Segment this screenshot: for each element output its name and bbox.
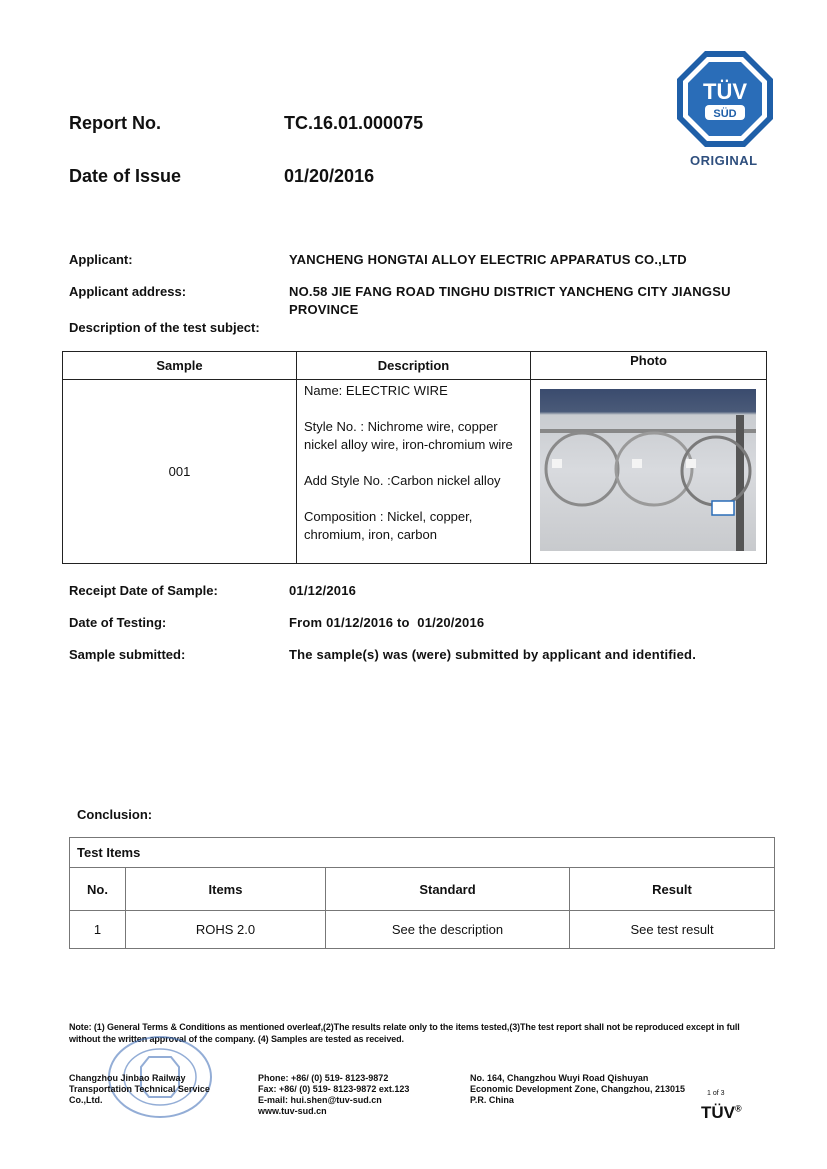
- col-standard-header: Standard: [326, 868, 570, 911]
- description-cell: [297, 380, 531, 564]
- footer-note: Note: (1) General Terms & Conditions as mentioned overleaf,(2)The results relate only to the items tested,(3)The test report shall not be reproduced except in full without the written approval of the company. (4) Samples are tested as received.: [69, 1022, 740, 1044]
- sample-submitted-label: Sample submitted:: [69, 647, 186, 662]
- receipt-date-label: Receipt Date of Sample:: [69, 583, 218, 598]
- footer-website[interactable]: www.tuv-sud.cn: [258, 1106, 327, 1116]
- conclusion-table: [69, 837, 775, 949]
- test-items-header: Test Items: [70, 838, 775, 868]
- testing-date-value: From 01/12/2016 to 01/20/2016: [289, 615, 485, 630]
- applicant-address-label: Applicant address:: [69, 284, 187, 299]
- description-label: Description of the test subject:: [69, 320, 260, 335]
- col-result-header: Result: [570, 868, 775, 911]
- report-no-label: Report No.: [69, 113, 161, 133]
- logo-text-top: TÜV: [703, 79, 747, 104]
- conclusion-label: Conclusion:: [77, 807, 153, 822]
- report-no-value: TC.16.01.000075: [284, 113, 424, 133]
- date-of-issue-label: Date of Issue: [69, 166, 182, 186]
- col-no-header: No.: [70, 868, 126, 911]
- description-style: Style No. : Nichrome wire, copper nickel alloy wire, iron-chromium wire: [304, 419, 513, 452]
- row-no: 1: [70, 911, 126, 949]
- description-header: Description: [297, 352, 531, 380]
- col-items-header: Items: [126, 868, 326, 911]
- date-of-issue-value: 01/20/2016: [284, 166, 375, 186]
- receipt-date-value: 01/12/2016: [289, 583, 357, 598]
- original-mark: ORIGINAL: [690, 153, 758, 168]
- footer-address: No. 164, Changzhou Wuyi Road Qishuyan Economic Development Zone, Changzhou, 213015 P.R. China: [470, 1073, 686, 1105]
- applicant-label: Applicant:: [69, 252, 133, 267]
- logo-text-bottom: SÜD: [713, 108, 737, 120]
- tuv-sud-logo: [676, 50, 774, 148]
- page-number: 1 of 3: [707, 1090, 725, 1097]
- photo-cell: [531, 380, 767, 564]
- sample-header: Sample: [63, 352, 297, 380]
- applicant-address-line1: NO.58 JIE FANG ROAD TINGHU DISTRICT YANCHENG CITY JIANGSU: [289, 284, 731, 299]
- registered-mark: ®: [735, 1103, 742, 1114]
- footer-company: Changzhou Jinbao Railway Transportation Technical Service Co.,Ltd.: [69, 1073, 210, 1105]
- testing-date-label: Date of Testing:: [69, 615, 167, 630]
- description-add-style: Add Style No. :Carbon nickel alloy: [304, 473, 501, 488]
- sample-number: 001: [63, 380, 297, 564]
- row-standard: See the description: [326, 911, 570, 949]
- applicant-address-line2: PROVINCE: [289, 302, 359, 317]
- footer-brand-logo: [701, 1103, 742, 1123]
- footer-phone: Phone: +86/ (0) 519- 8123-9872: [258, 1073, 389, 1083]
- footer-fax: Fax: +86/ (0) 519- 8123-9872 ext.123: [258, 1084, 410, 1094]
- description-composition: Composition : Nickel, copper, chromium, iron, carbon: [304, 509, 473, 542]
- footer-contact: [258, 1073, 409, 1117]
- sample-submitted-value: The sample(s) was (were) submitted by applicant and identified.: [289, 647, 697, 662]
- sample-table: [62, 351, 767, 564]
- footer-email[interactable]: E-mail: hui.shen@tuv-sud.cn: [258, 1095, 382, 1105]
- footer-brand-text: TÜV: [701, 1103, 735, 1122]
- applicant-value: YANCHENG HONGTAI ALLOY ELECTRIC APPARATUS CO.,LTD: [289, 252, 687, 267]
- description-name: Name: ELECTRIC WIRE: [304, 383, 448, 398]
- photo-header: Photo: [531, 352, 767, 380]
- row-item: ROHS 2.0: [126, 911, 326, 949]
- row-result: See test result: [570, 911, 775, 949]
- table-row: [70, 911, 775, 949]
- sample-photo: [540, 389, 756, 551]
